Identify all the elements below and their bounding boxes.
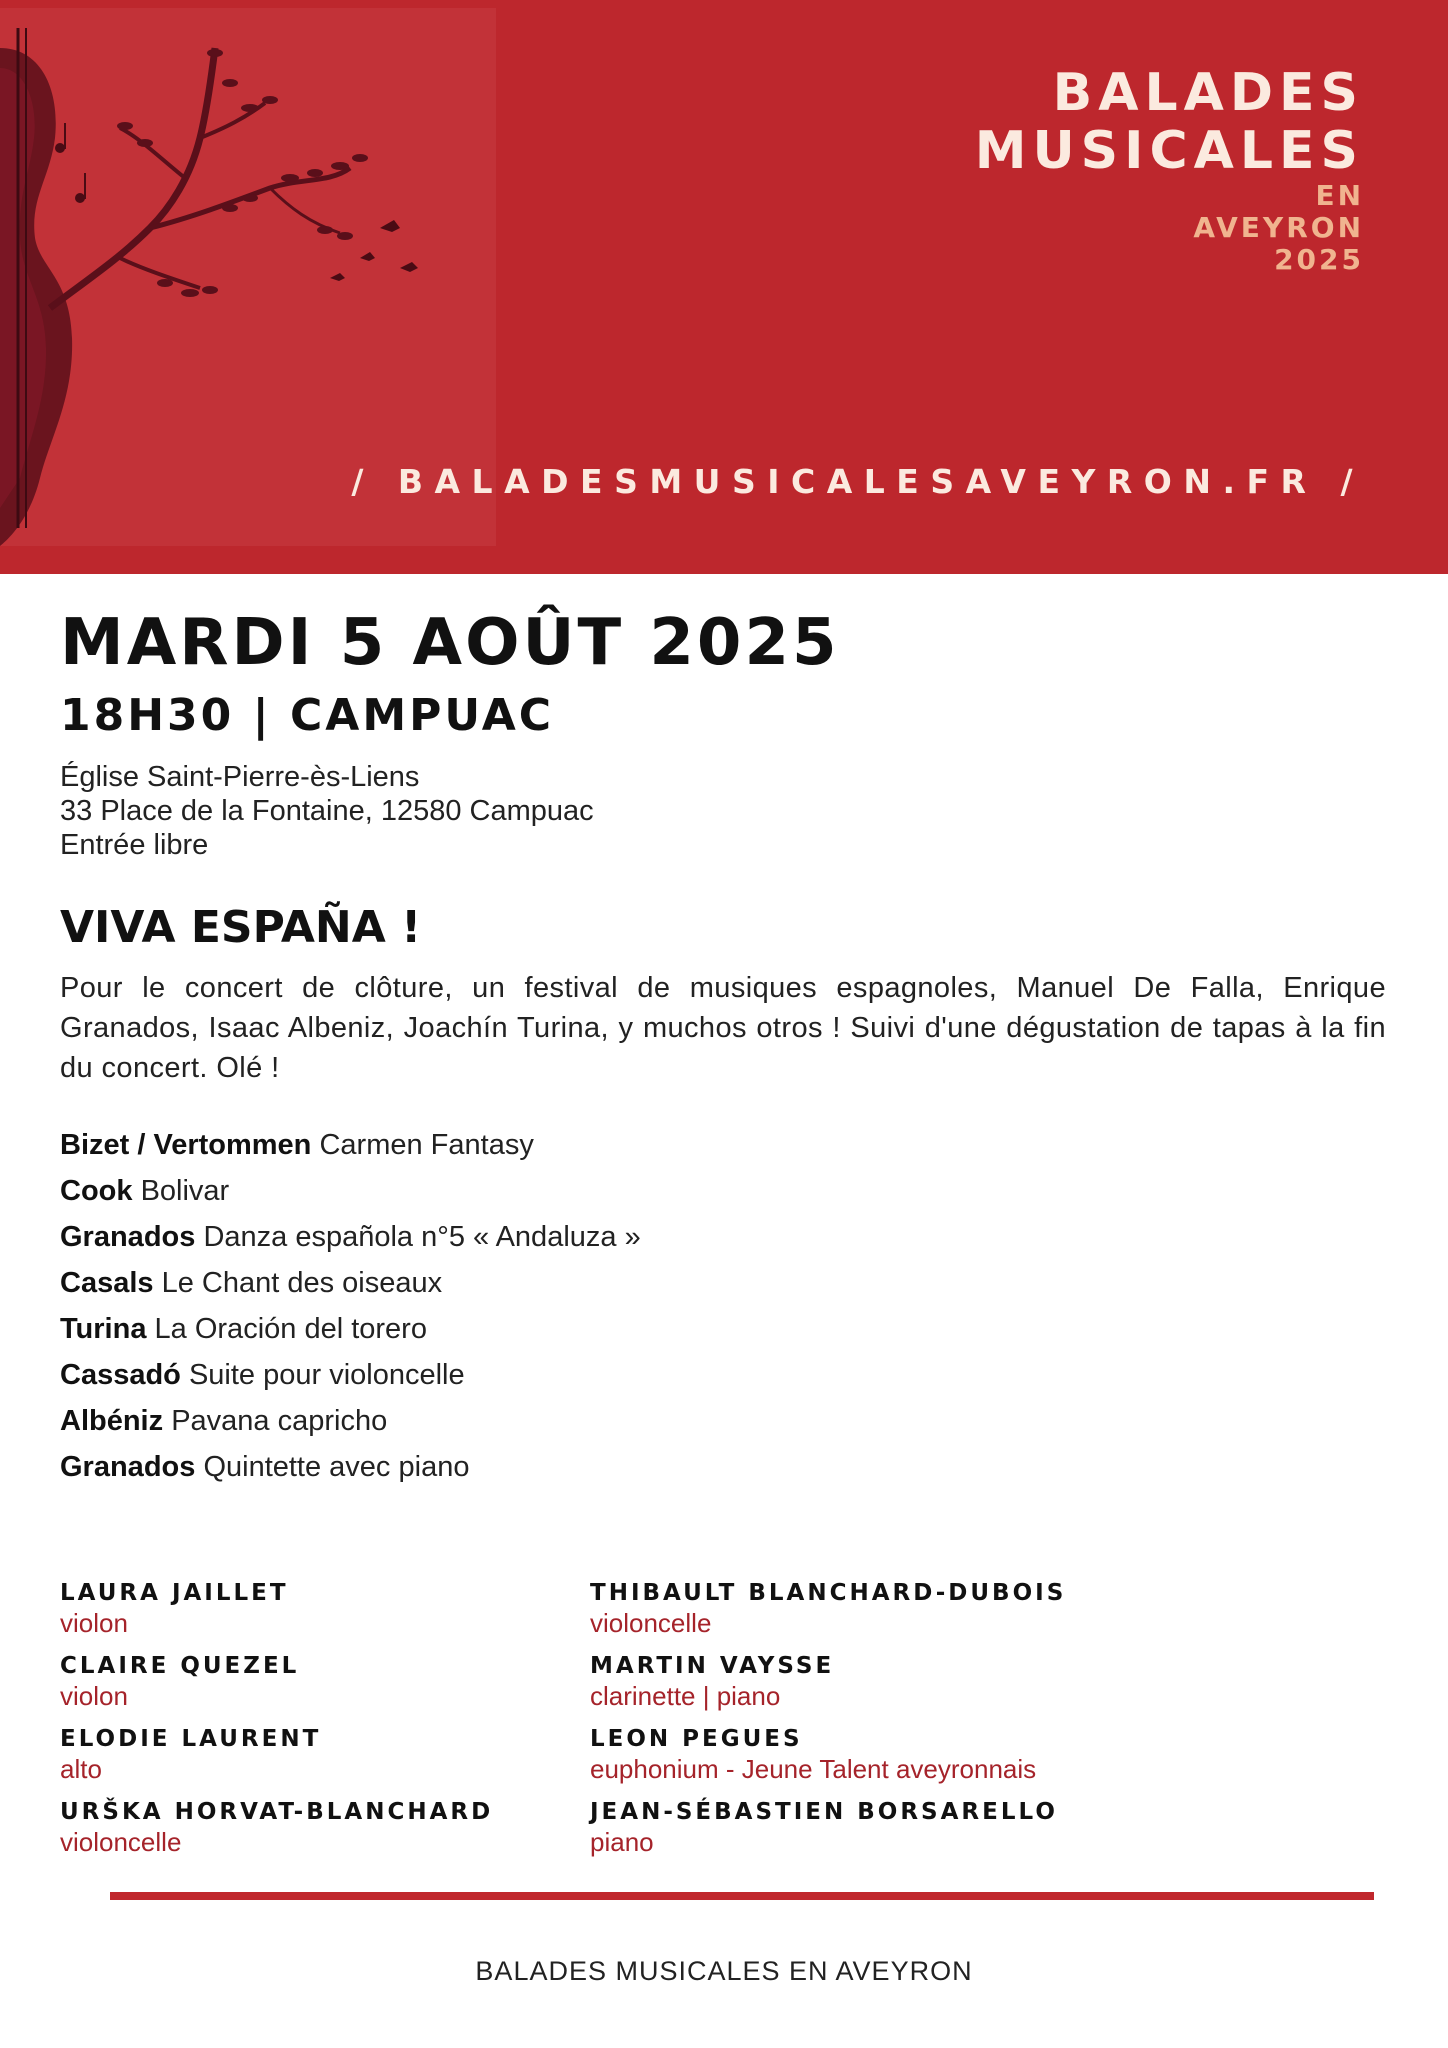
header-banner [0,0,1448,574]
program-item [60,1398,641,1444]
program-composer: Granados [60,1451,196,1483]
program-work: Carmen Fantasy [319,1129,534,1161]
artist-entry [60,1724,493,1797]
website-link[interactable]: / BALADESMUSICALESAVEYRON.FR / [351,462,1364,501]
artist-entry [590,1651,1066,1724]
artist-name: URŠKA HORVAT-BLANCHARD [60,1799,494,1825]
artist-name: ELODIE LAURENT [60,1726,322,1752]
artist-role: piano [590,1827,654,1857]
program-work: La Oración del torero [154,1313,427,1345]
program-composer: Bizet / Vertommen [60,1129,312,1161]
artist-role: euphonium - Jeune Talent aveyronnais [590,1754,1037,1784]
program-composer: Casals [60,1267,154,1299]
artists-column-right [590,1578,1066,1870]
artist-role: violon [60,1608,128,1638]
event-time-place: 18H30 | CAMPUAC [60,690,555,741]
program-composer: Cook [60,1175,133,1207]
artist-name: CLAIRE QUEZEL [60,1653,300,1679]
venue-address: 33 Place de la Fontaine, 12580 Campuac [60,795,594,827]
venue-church: Église Saint-Pierre-ès-Liens [60,761,420,793]
artist-entry [60,1651,493,1724]
logo-line-aveyron: AVEYRON [1193,211,1364,244]
artist-role: violoncelle [60,1827,182,1857]
program-item [60,1214,641,1260]
artist-role: violoncelle [590,1608,712,1638]
program-work: Le Chant des oiseaux [161,1267,443,1299]
concert-title: VIVA ESPAÑA ! [60,902,422,953]
venue-block [60,760,594,862]
program-work: Quintette avec piano [203,1451,470,1483]
artist-entry [590,1578,1066,1651]
program-item [60,1444,641,1490]
program-item [60,1352,641,1398]
artist-name: LAURA JAILLET [60,1580,289,1606]
logo-line-musicales: MUSICALES [974,121,1364,181]
program-work: Bolivar [140,1175,230,1207]
program-composer: Albéniz [60,1405,164,1437]
footer-text: BALADES MUSICALES EN AVEYRON [475,1956,973,1986]
artist-name: THIBAULT BLANCHARD-DUBOIS [590,1580,1067,1606]
artist-name: LEON PEGUES [590,1726,803,1752]
program-item [60,1122,641,1168]
concert-description: Pour le concert de clôture, un festival de musiques espagnoles, Manuel De Falla, Enrique Granados, Isaac Albeniz, Joachín Turina, y muchos otros ! Suivi d'une dégustation de tapas à la fin du concert. Olé ! [60,972,1386,1084]
program-item [60,1260,641,1306]
artists-column-left [60,1578,493,1870]
artist-entry [590,1724,1066,1797]
logo-line-year: 2025 [1274,243,1364,276]
program-composer: Turina [60,1313,147,1345]
program-work: Danza española n°5 « Andaluza » [203,1221,641,1253]
program-work: Pavana capricho [171,1405,388,1437]
program-composer: Granados [60,1221,196,1253]
artist-name: MARTIN VAYSSE [590,1653,835,1679]
artist-entry [60,1578,493,1651]
program-composer: Cassadó [60,1359,181,1391]
logo-line-balades: BALADES [1052,63,1364,123]
program-item [60,1168,641,1214]
artist-entry [60,1797,493,1870]
program-item [60,1306,641,1352]
artist-role: alto [60,1754,102,1784]
festival-logo [975,64,1364,276]
artist-name: JEAN-SÉBASTIEN BORSARELLO [590,1799,1058,1825]
program-work: Suite pour violoncelle [188,1359,465,1391]
artist-entry [590,1797,1066,1870]
artist-role: clarinette | piano [590,1681,781,1711]
logo-line-en: EN [1315,179,1364,212]
venue-admission: Entrée libre [60,829,209,861]
program-list [60,1122,641,1490]
footer-divider [110,1892,1374,1900]
event-date: MARDI 5 AOÛT 2025 [60,606,840,680]
artist-role: violon [60,1681,128,1711]
